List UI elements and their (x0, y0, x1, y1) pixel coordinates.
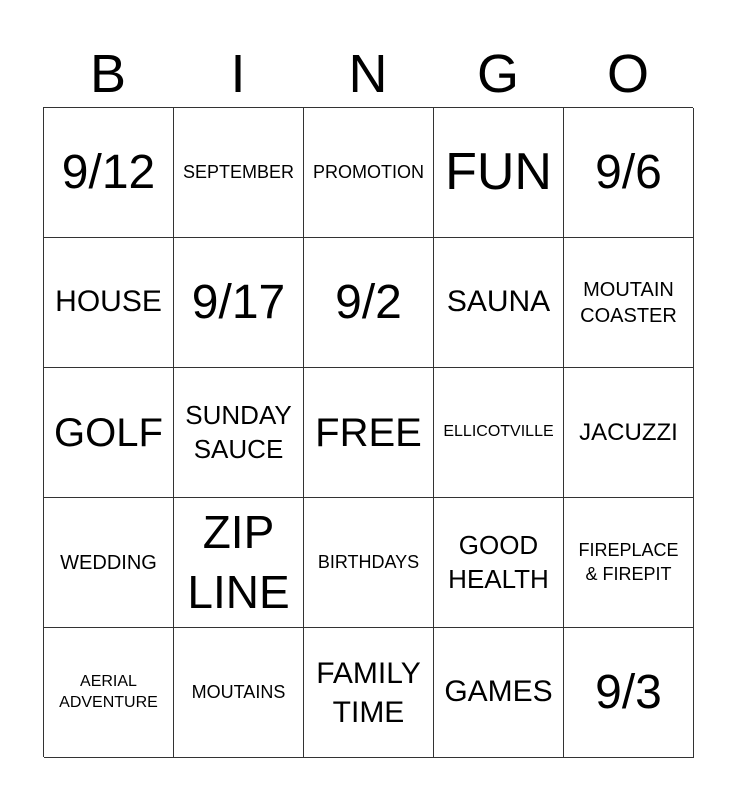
cell-label: GAMES (444, 675, 553, 709)
bingo-header (43, 40, 693, 108)
bingo-cell-r5-c1[interactable] (44, 628, 174, 758)
bingo-cell-r4-c4[interactable] (434, 498, 564, 628)
cell-label: SUNDAY SAUCE (185, 399, 292, 464)
header-letter-i: I (230, 44, 246, 104)
cell-label: 9/6 (595, 145, 662, 199)
cell-label: 9/12 (61, 145, 156, 199)
bingo-cell-r3-c5[interactable] (564, 368, 694, 498)
cell-label: 9/17 (191, 275, 286, 329)
cell-label: SAUNA (446, 285, 551, 319)
bingo-cell-r1-c1[interactable] (44, 108, 174, 238)
bingo-cell-r2-c1[interactable] (44, 238, 174, 368)
bingo-cell-r5-c4[interactable] (434, 628, 564, 758)
bingo-cell-r2-c5[interactable] (564, 238, 694, 368)
cell-label: MOUTAINS (191, 681, 286, 702)
bingo-cell-r4-c5[interactable] (564, 498, 694, 628)
bingo-cell-r2-c3[interactable] (304, 238, 434, 368)
cell-label: FIREPLACE & FIREPIT (578, 540, 679, 584)
cell-label: ELLICOTVILLE (443, 423, 554, 441)
cell-label: ZIP LINE (187, 505, 290, 618)
cell-label: GOOD HEALTH (448, 529, 549, 594)
cell-label: BIRTHDAYS (317, 551, 420, 572)
bingo-cell-r1-c2[interactable] (174, 108, 304, 238)
bingo-cell-r1-c5[interactable] (564, 108, 694, 238)
header-letter-b: B (89, 44, 127, 104)
bingo-cell-r4-c2[interactable] (174, 498, 304, 628)
cell-label: 9/2 (335, 275, 402, 329)
cell-label: HOUSE (55, 285, 162, 319)
cell-label: FUN (445, 143, 552, 202)
header-letter-g: G (476, 44, 519, 104)
bingo-cell-r3-c4[interactable] (434, 368, 564, 498)
cell-label: FAMILY TIME (316, 656, 421, 729)
cell-label: PROMOTION (313, 161, 424, 182)
cell-label: AERIAL ADVENTURE (59, 672, 158, 711)
bingo-cell-r3-c2[interactable] (174, 368, 304, 498)
bingo-cell-r5-c5[interactable] (564, 628, 694, 758)
bingo-cell-r5-c3[interactable] (304, 628, 434, 758)
bingo-cell-r4-c3[interactable] (304, 498, 434, 628)
cell-label: GOLF (54, 410, 163, 455)
bingo-cell-r1-c3[interactable] (304, 108, 434, 238)
cell-label: SEPTEMBER (182, 161, 295, 182)
cell-label: WEDDING (60, 551, 157, 574)
header-letter-n: N (348, 44, 388, 104)
bingo-cell-r3-c3[interactable] (304, 368, 434, 498)
cell-label: FREE (315, 410, 422, 455)
bingo-cell-r2-c4[interactable] (434, 238, 564, 368)
bingo-cell-r3-c1[interactable] (44, 368, 174, 498)
cell-label: JACUZZI (579, 418, 678, 446)
bingo-cell-r2-c2[interactable] (174, 238, 304, 368)
bingo-card (43, 107, 693, 757)
cell-label: MOUTAIN COASTER (580, 278, 677, 327)
bingo-cell-r5-c2[interactable] (174, 628, 304, 758)
header-letter-o: O (606, 44, 649, 104)
bingo-cell-r1-c4[interactable] (434, 108, 564, 238)
cell-label: 9/3 (595, 665, 662, 719)
bingo-cell-r4-c1[interactable] (44, 498, 174, 628)
